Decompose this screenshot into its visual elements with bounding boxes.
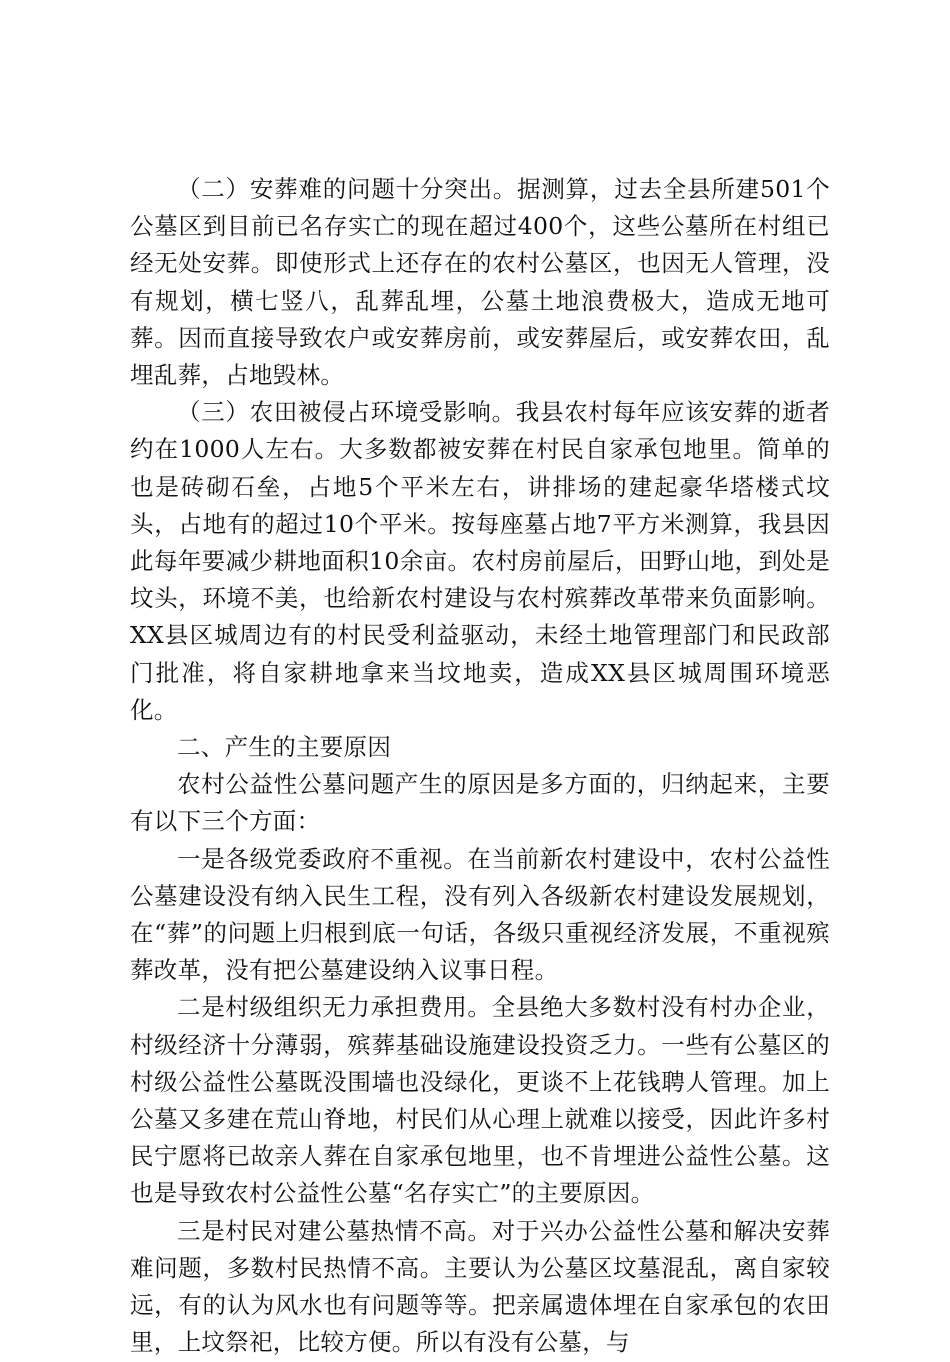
paragraph-causes-intro: 农村公益性公墓问题产生的原因是多方面的，归纳起来，主要有以下三个方面： [130,770,830,836]
section-heading-main-causes: 二、产生的主要原因 [177,733,392,762]
paragraph-farmland-occupied: （三）农田被侵占环境受影响。我县农村每年应该安葬的逝者约在1000人左右。大多数都被安葬在村民自家承包地里。简单的也是砖砌石垒，占地5个平米左右，讲排场的建起豪华塔楼式坟头，占地有的超过10个平米。按每座墓占地7平方米测算，我县因此每年要减少耕地面积10余亩。农村房前屋后，田野山地，到处是坟头，环境不美，也给新农村建设与农村殡葬改革带来负面影响。XX县区城周边有的村民受利益驱动，未经土地管理部门和民政部门批准，将自家耕地拿来当坟地卖，造成XX县区城周围环境恶化。 [130,398,830,724]
paragraph-cause-three: 三是村民对建公墓热情不高。对于兴办公益性公墓和解决安葬难问题，多数村民热情不高。主要认为公墓区坟墓混乱，离自家较远，有的认为风水也有问题等等。把亲属遗体埋在自家承包的农田里，上坟祭祀，比较方便。所以有没有公墓，与 [130,1216,830,1357]
paragraph-cause-two: 二是村级组织无力承担费用。全县绝大多数村没有村办企业，村级经济十分薄弱，殡葬基础设施建设投资乏力。一些有公墓区的村级公益性公墓既没围墙也没绿化，更谈不上花钱聘人管理。加上公墓又多建在荒山脊地，村民们从心理上就难以接受，因此许多村民宁愿将已故亲人葬在自家承包地里，也不肯埋进公益性公墓。这也是导致农村公益性公墓“名存实亡”的主要原因。 [130,993,830,1208]
paragraph-cause-one: 一是各级党委政府不重视。在当前新农村建设中，农村公益性公墓建设没有纳入民生工程，没有列入各级新农村建设发展规划，在“葬”的问题上归根到底一句话，各级只重视经济发展，不重视殡葬改革，没有把公墓建设纳入议事日程。 [130,844,830,985]
document-body [130,171,830,1362]
paragraph-anzang-difficulty: （二）安葬难的问题十分突出。据测算，过去全县所建501个公墓区到目前已名存实亡的现在超过400个，这些公墓所在村组已经无处安葬。即使形式上还存在的农村公墓区，也因无人管理，没有规划，横七竖八，乱葬乱埋，公墓土地浪费极大，造成无地可葬。因而直接导致农户或安葬房前，或安葬屋后，或安葬农田，乱埋乱葬，占地毁林。 [130,175,830,390]
